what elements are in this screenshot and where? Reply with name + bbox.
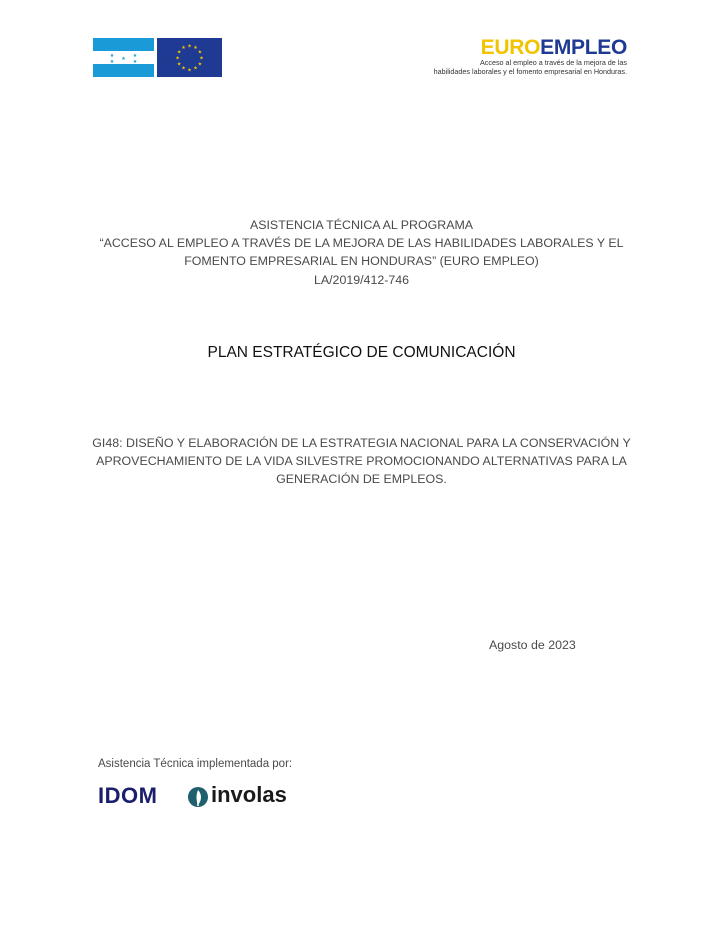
eu-star-icon: ★ bbox=[199, 55, 204, 62]
involas-logo: involas bbox=[211, 782, 287, 807]
eu-star-icon: ★ bbox=[176, 49, 182, 56]
eu-star-icon: ★ bbox=[176, 61, 182, 68]
svg-text:★: ★ bbox=[121, 56, 126, 62]
assignment-title bbox=[0, 434, 723, 489]
program-line-2: “ACCESO AL EMPLEO A TRAVÉS DE LA MEJORA DE LAS HABILIDADES LABORALES Y EL bbox=[99, 236, 624, 251]
svg-text:★: ★ bbox=[109, 53, 115, 59]
program-line-3: FOMENTO EMPRESARIAL EN HONDURAS” (EURO EMPLEO) bbox=[184, 254, 539, 269]
logo-tagline bbox=[407, 59, 627, 76]
document-title: PLAN ESTRATÉGICO DE COMUNICACIÓN bbox=[207, 344, 516, 361]
implemented-by-label: Asistencia Técnica implementada por: bbox=[98, 758, 293, 770]
logo-tagline-line-1: Acceso al empleo a través de la mejora de las bbox=[479, 58, 627, 67]
eu-star-icon: ★ bbox=[187, 43, 192, 50]
eu-star-icon: ★ bbox=[175, 55, 180, 62]
involas-leaf-icon bbox=[187, 786, 209, 808]
logo-empleo-part: EMPLEO bbox=[540, 36, 627, 59]
eu-star-icon: ★ bbox=[181, 65, 186, 72]
eu-star-icon: ★ bbox=[197, 61, 203, 68]
honduras-flag bbox=[93, 38, 154, 77]
eu-star-icon: ★ bbox=[181, 44, 186, 51]
eu-flag bbox=[157, 38, 222, 77]
eu-star-icon: ★ bbox=[193, 44, 198, 51]
logo-tagline-line-2: habilidades laborales y el fomento empresarial en Honduras. bbox=[433, 66, 627, 76]
assignment-title-line-1: GI48: DISEÑO Y ELABORACIÓN DE LA ESTRATEGIA NACIONAL PARA LA CONSERVACIÓN Y bbox=[92, 436, 631, 450]
svg-text:★: ★ bbox=[132, 53, 138, 59]
program-line-1: ASISTENCIA TÉCNICA AL PROGRAMA bbox=[249, 218, 474, 232]
eu-star-icon: ★ bbox=[197, 49, 203, 56]
eu-star-icon: ★ bbox=[193, 65, 198, 72]
assignment-title-line-3: GENERACIÓN DE EMPLEOS. bbox=[276, 472, 447, 487]
assignment-title-line-2: APROVECHAMIENTO DE LA VIDA SILVESTRE PROMOCIONANDO ALTERNATIVAS PARA LA bbox=[96, 454, 627, 469]
logo-euro-part: EURO bbox=[480, 36, 541, 59]
document-date: Agosto de 2023 bbox=[489, 638, 576, 652]
euroempleo-logo bbox=[481, 37, 627, 58]
svg-text:★: ★ bbox=[132, 59, 138, 65]
svg-text:★: ★ bbox=[109, 59, 115, 65]
eu-star-icon: ★ bbox=[187, 67, 192, 74]
program-heading bbox=[0, 216, 723, 289]
program-line-4: LA/2019/412-746 bbox=[313, 272, 410, 287]
idom-logo: IDOM bbox=[98, 783, 158, 808]
